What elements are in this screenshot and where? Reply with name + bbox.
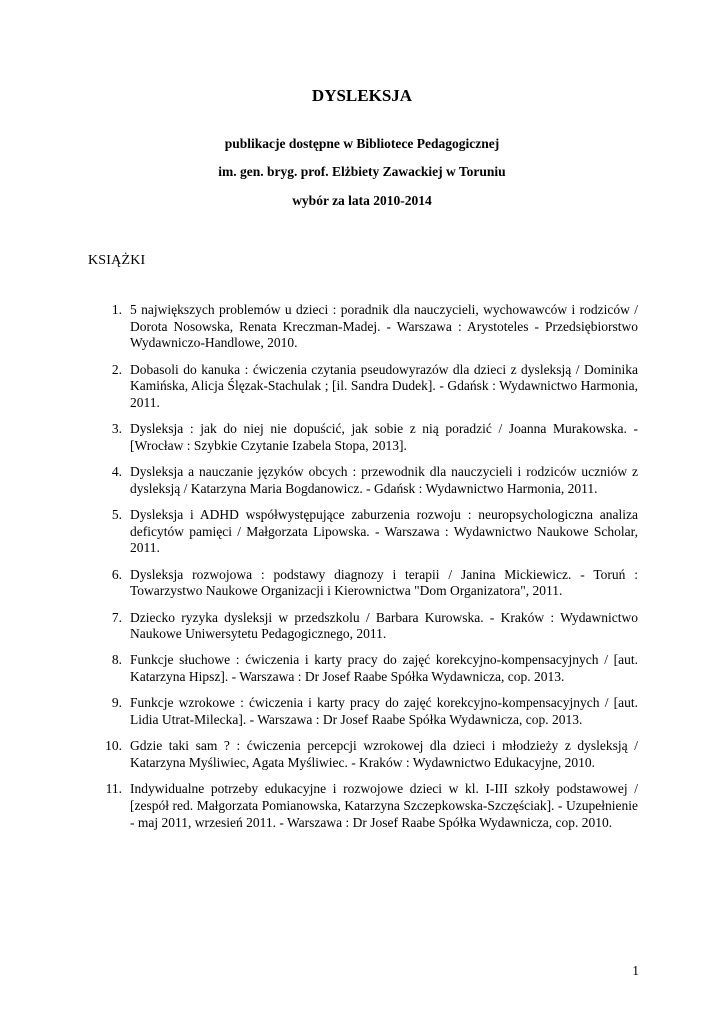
list-item [0, 362, 724, 412]
bibliography-list [0, 302, 724, 841]
list-item-number: 11. [105, 781, 122, 797]
list-item-text: Indywidualne potrzeby edukacyjne i rozwojowe dzieci w kl. I-III szkoły podstawowej / [zespół red. Małgorzata Pomianowska, Katarzyna Szczepkowska-Szczęściak]. - Uzupełnienie - maj 2011, wrzesień 2011. - Warszawa : Dr Josef Raabe Spółka Wydawnicza, cop. 2010. [130, 781, 638, 830]
list-item-text: Funkcje słuchowe : ćwiczenia i karty pracy do zajęć korekcyjno-kompensacyjnych / [aut. Katarzyna Hipsz]. - Warszawa : Dr Josef Raabe Spółka Wydawnicza, cop. 2013. [130, 652, 638, 685]
list-item [0, 507, 724, 557]
section-heading-books: KSIĄŻKI [88, 253, 146, 268]
list-item-text: Dysleksja : jak do niej nie dopuścić, jak sobie z nią poradzić / Joanna Murakowska. - [Wrocław : Szybkie Czytanie Izabela Stopa, 2013]. [130, 421, 638, 453]
list-item-text: Dysleksja i ADHD współwystępujące zaburzenia rozwoju : neuropsychologiczna analiza deficytów pamięci / Małgorzata Lipowska. - Warszawa : Wydawnictwo Naukowe Scholar, 2011. [130, 507, 638, 556]
list-item [0, 464, 724, 497]
list-item-number: 1. [111, 302, 122, 317]
page-number: 1 [632, 963, 639, 978]
list-item [0, 652, 724, 685]
list-item-number: 2. [111, 361, 122, 377]
list-item-number: 9. [111, 695, 122, 711]
list-item-text: Funkcje wzrokowe : ćwiczenia i karty pracy do zajęć korekcyjno-kompensacyjnych / [aut. Lidia Utrat-Milecka]. - Warszawa : Dr Josef Raabe Spółka Wydawnicza, cop. 2013. [130, 695, 638, 728]
list-item-number: 7. [111, 609, 122, 625]
list-item [0, 781, 724, 831]
list-item-number: 5. [111, 507, 122, 523]
list-item [0, 302, 724, 352]
list-item [0, 610, 724, 643]
document-title: DYSLEKSJA [311, 86, 413, 105]
list-item-text: Dysleksja a nauczanie języków obcych : przewodnik dla nauczycieli i rodziców uczniów z dysleksją / Katarzyna Maria Bogdanowicz. - Gdańsk : Wydawnictwo Harmonia, 2011. [130, 464, 638, 496]
subtitle-line-years: wybór za lata 2010-2014 [292, 193, 432, 208]
subtitle-line-library: publikacje dostępne w Bibliotece Pedagogicznej [224, 136, 500, 151]
subtitle-line-patron: im. gen. bryg. prof. Elżbiety Zawackiej w Toruniu [218, 164, 506, 179]
list-item-number: 6. [111, 566, 122, 582]
list-item-number: 3. [111, 421, 122, 437]
list-item-text: Dobasoli do kanuka : ćwiczenia czytania pseudowyrazów dla dzieci z dysleksją / Dominika Kamińska, Alicja Ślęzak-Stachulak ; [il. Sandra Dudek]. - Gdańsk : Wydawnictwo Harmonia, 2011. [130, 361, 638, 411]
list-item-number: 10. [105, 738, 122, 754]
list-item-text: Dziecko ryzyka dysleksji w przedszkolu / Barbara Kurowska. - Kraków : Wydawnictwo Naukowe Uniwersytetu Pedagogicznego, 2011. [130, 609, 638, 642]
list-item [0, 738, 724, 771]
list-item-number: 4. [111, 464, 122, 480]
list-item [0, 567, 724, 600]
list-item-number: 8. [111, 652, 122, 668]
list-item-text: Gdzie taki sam ? : ćwiczenia percepcji wzrokowej dla dzieci i młodzieży z dysleksją / Katarzyna Myśliwiec, Agata Myśliwiec. - Kraków : Wydawnictwo Edukacyjne, 2010. [130, 738, 638, 770]
list-item-text: 5 największych problemów u dzieci : poradnik dla nauczycieli, wychowawców i rodziców / Dorota Nosowska, Renata Kreczman-Madej. - Warszawa : Arystoteles - Przedsiębiorstwo Wydawniczo-Handlowe, 2010. [130, 302, 638, 351]
list-item [0, 695, 724, 728]
list-item-text: Dysleksja rozwojowa : podstawy diagnozy i terapii / Janina Mickiewicz. - Toruń : Towarzystwo Naukowe Organizacji i Kierownictwa "Dom Organizatora", 2011. [130, 566, 638, 599]
list-item [0, 421, 724, 454]
